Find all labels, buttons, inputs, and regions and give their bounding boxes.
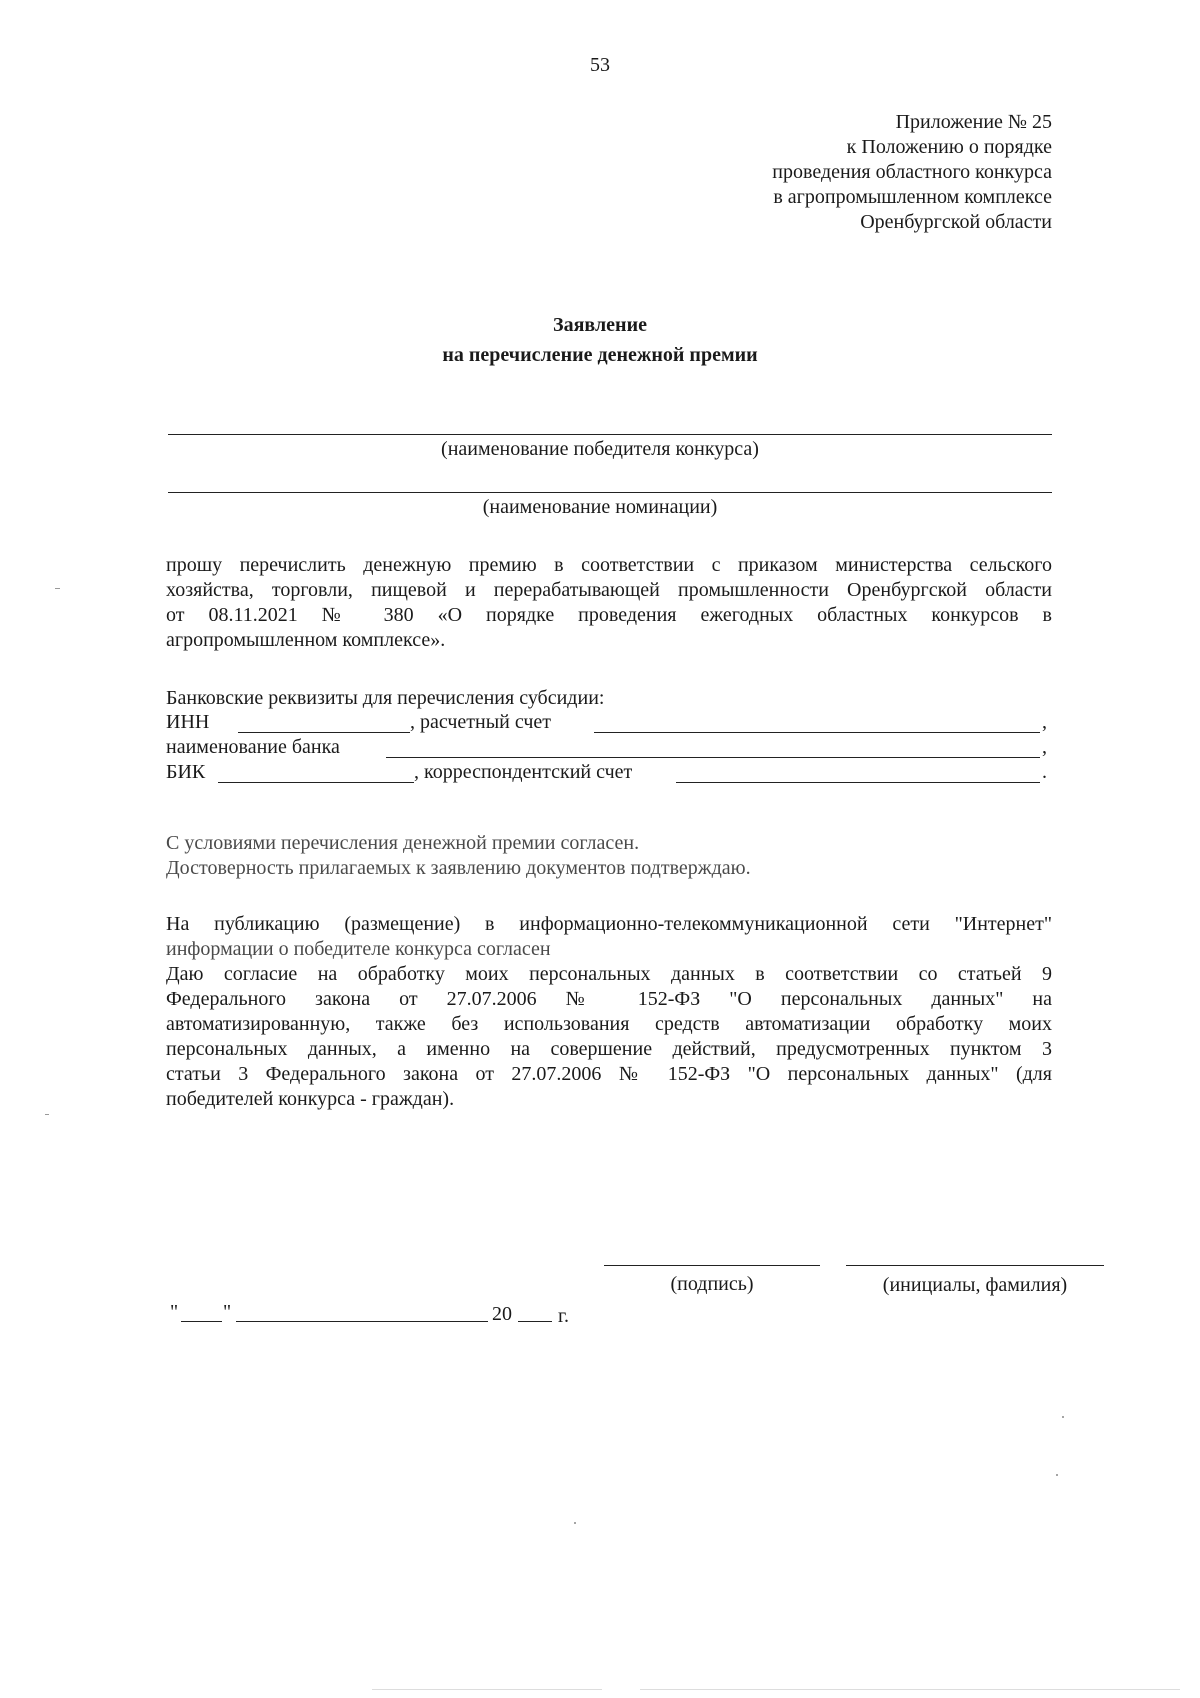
inn-label: ИНН (166, 711, 210, 733)
consent-paragraph (166, 912, 1052, 1112)
bik-label: БИК (166, 761, 206, 783)
account-field-line[interactable] (594, 732, 1040, 733)
appendix-line: к Положению о порядке (846, 136, 1052, 158)
inn-field-line[interactable] (238, 732, 410, 733)
inn-row (166, 711, 1056, 736)
request-line: хозяйства, торговли, пищевой и перерабатывающей промышленности Оренбургской области (166, 579, 1052, 601)
winner-name-caption: (наименование победителя конкурса) (441, 438, 759, 460)
appendix-line: в агропромышленном комплексе (773, 186, 1052, 208)
date-year-line[interactable] (518, 1321, 552, 1322)
bik-row-period: . (1042, 761, 1047, 783)
bank-name-row (166, 736, 1056, 761)
consent-line: информации о победителе конкурса согласен (166, 938, 551, 960)
bik-field-line[interactable] (218, 782, 414, 783)
consent-line: Федерального закона от 27.07.2006 № 152-ФЗ "О персональных данных" на (166, 988, 1052, 1010)
date-month-line[interactable] (236, 1321, 488, 1322)
consent-line: персональных данных, а именно на совершение действий, предусмотренных пунктом 3 (166, 1038, 1052, 1060)
date-year-prefix: 20 (492, 1303, 512, 1325)
scan-speck (574, 1522, 576, 1524)
request-line: агропромышленном комплексе». (166, 629, 446, 651)
scan-edge-mark (640, 1689, 1180, 1690)
date-quote-close: " (223, 1301, 232, 1323)
agreement-line: Достоверность прилагаемых к заявлению документов подтверждаю. (166, 857, 751, 879)
consent-line: автоматизированную, также без использования средств автоматизации обработку моих (166, 1013, 1052, 1035)
bank-name-field-line[interactable] (386, 757, 1040, 758)
inn-row-comma: , (1042, 711, 1047, 733)
scan-speck (1062, 1416, 1064, 1418)
winner-name-line[interactable] (168, 434, 1052, 435)
bank-heading: Банковские реквизиты для перечисления субсидии: (166, 687, 605, 709)
signature-caption: (подпись) (670, 1273, 754, 1295)
bank-name-label: наименование банка (166, 736, 340, 758)
date-day-line[interactable] (181, 1321, 222, 1322)
nomination-name-caption: (наименование номинации) (482, 496, 718, 518)
consent-line: победителей конкурса - граждан). (166, 1088, 455, 1110)
consent-line: Даю согласие на обработку моих персональных данных в соответствии со статьей 9 (166, 963, 1052, 985)
agreement-text (166, 831, 1052, 881)
document-title: Заявление (553, 314, 647, 336)
appendix-line: Оренбургской области (860, 211, 1052, 233)
corr-account-field-line[interactable] (676, 782, 1040, 783)
signature-line[interactable] (604, 1265, 820, 1266)
page-number: 53 (590, 54, 610, 76)
agreement-line: С условиями перечисления денежной премии согласен. (166, 832, 640, 854)
appendix-line: проведения областного конкурса (772, 161, 1052, 183)
appendix-line: Приложение № 25 (895, 111, 1052, 133)
scan-speck (45, 1114, 49, 1115)
document-subtitle: на перечисление денежной премии (442, 344, 758, 366)
scan-speck (1056, 1474, 1058, 1476)
request-paragraph (166, 553, 1052, 653)
bank-name-row-comma: , (1042, 736, 1047, 758)
full-name-line[interactable] (846, 1265, 1104, 1266)
request-line: от 08.11.2021 № 380 «О порядке проведения ежегодных областных конкурсов в (166, 604, 1052, 626)
full-name-caption: (инициалы, фамилия) (882, 1274, 1068, 1296)
account-label: , расчетный счет (410, 711, 552, 733)
date-year-suffix: г. (558, 1305, 569, 1327)
scan-edge-mark (372, 1689, 602, 1690)
appendix-note (772, 110, 1052, 235)
bik-row (166, 761, 1056, 786)
nomination-name-line[interactable] (168, 492, 1052, 493)
request-line: прошу перечислить денежную премию в соответствии с приказом министерства сельского (166, 554, 1052, 576)
corr-account-label: , корреспондентский счет (414, 761, 633, 783)
consent-line: статьи 3 Федерального закона от 27.07.2006 № 152-ФЗ "О персональных данных" (для (166, 1063, 1052, 1085)
date-quote-open: " (170, 1301, 179, 1323)
consent-line: На публикацию (размещение) в информационно-телекоммуникационной сети "Интернет" (166, 913, 1052, 935)
scan-speck (55, 588, 60, 589)
